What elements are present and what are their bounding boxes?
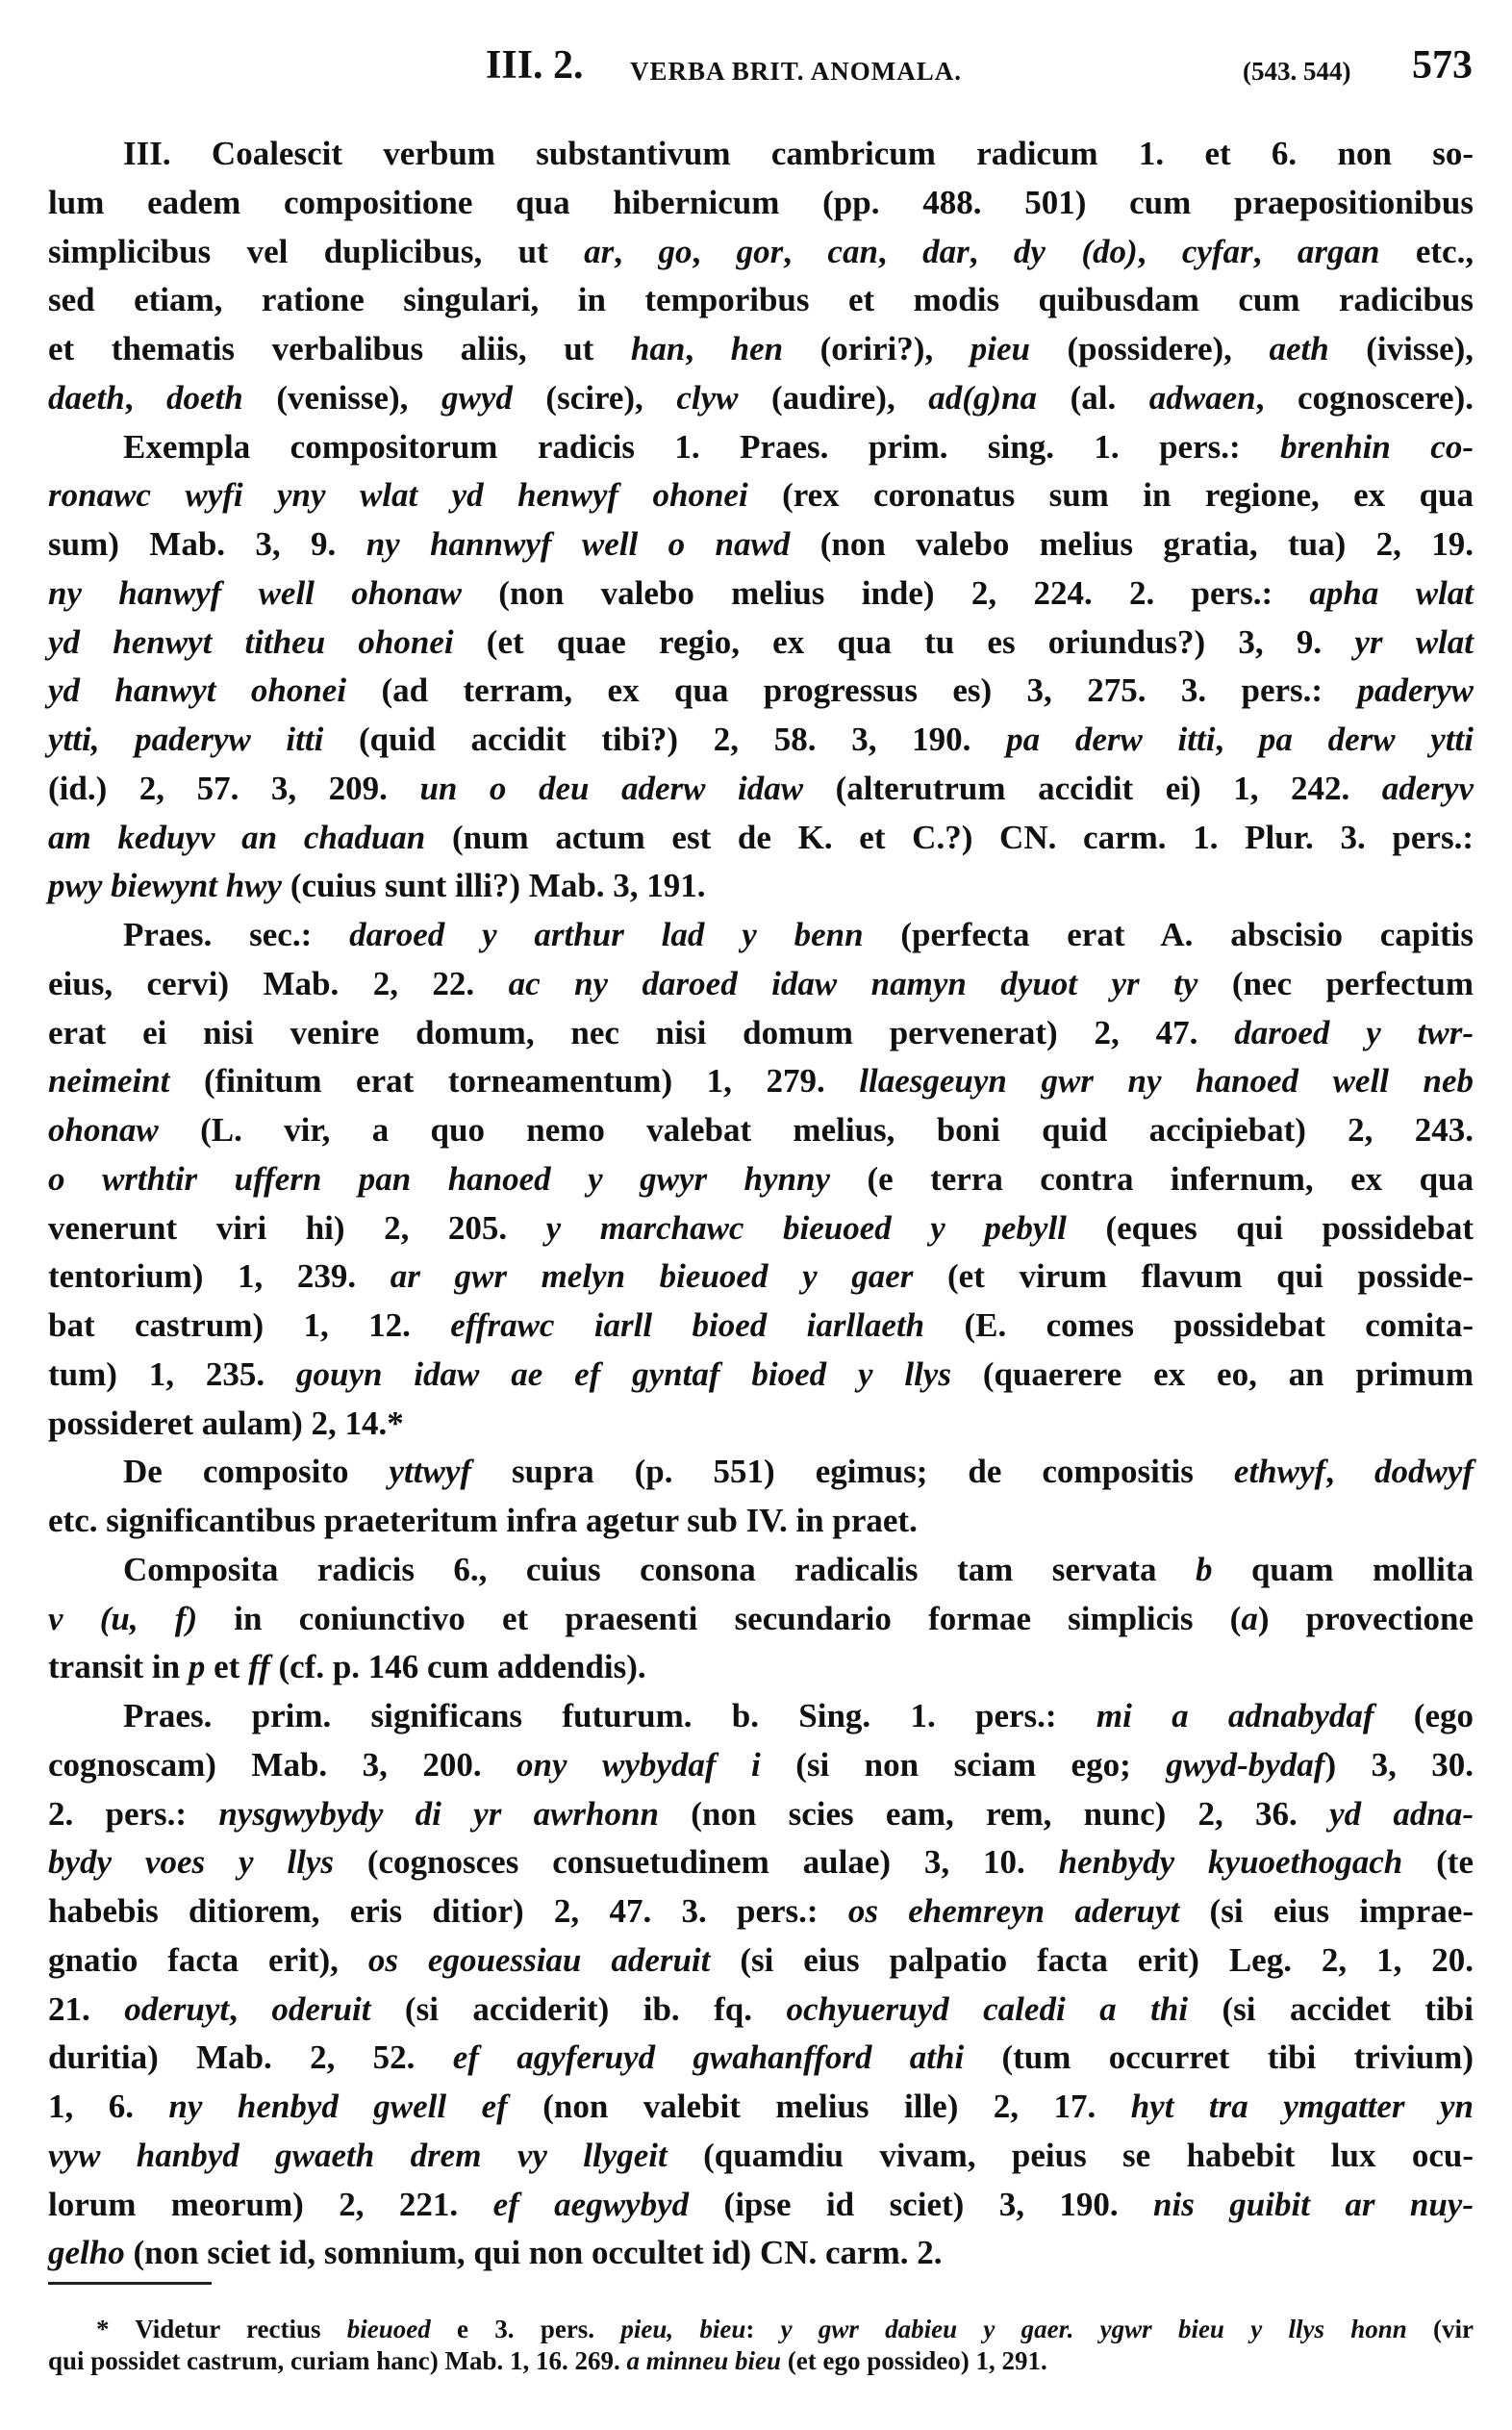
italic-welsh-text: vyw hanbyd gwaeth drem vy llygeit	[48, 2136, 668, 2174]
italic-welsh-text: v (u, f)	[48, 1599, 198, 1637]
italic-welsh-text: cyfar	[1181, 232, 1253, 270]
roman-text: ,	[124, 378, 167, 417]
roman-text: (tum occurret tibi trivium)	[964, 2038, 1474, 2077]
italic-welsh-text: os ehemreyn aderuyt	[847, 1892, 1180, 1930]
roman-text: (si acciderit) ib. fq.	[370, 1989, 787, 2028]
roman-text: (eques qui possidebat	[1066, 1208, 1474, 1247]
italic-welsh-text: yd hanwyt ohonei	[48, 671, 347, 710]
roman-text: et	[205, 1648, 249, 1686]
roman-text: (perfecta erat A. abscisio capitis	[863, 916, 1474, 953]
italic-welsh-text: mi a adnabydaf	[1096, 1697, 1374, 1734]
text-line	[48, 520, 1474, 569]
roman-text: (si accidet tibi	[1188, 1989, 1474, 2028]
roman-text: ,	[614, 232, 659, 270]
roman-text: venerunt viri hi) 2, 205.	[48, 1208, 546, 1247]
footnote-line	[96, 2313, 1474, 2345]
italic-welsh-text: hyt tra ymgatter yn	[1130, 2088, 1474, 2125]
text-line	[48, 179, 1474, 227]
footnote-rule	[48, 2282, 212, 2285]
italic-welsh-text: neimeint	[48, 1062, 170, 1101]
italic-welsh-text: oderuit	[271, 1989, 371, 2028]
roman-text: (et virum flavum qui posside-	[913, 1257, 1474, 1296]
italic-welsh-text: bydy voes y llys	[48, 1843, 334, 1882]
text-line	[48, 1643, 1474, 1691]
text-line	[123, 1448, 1474, 1496]
text-line	[48, 1302, 1474, 1350]
text-line	[48, 1057, 1474, 1105]
text-line	[48, 276, 1474, 324]
italic-welsh-text: ar	[584, 232, 615, 270]
roman-text: (cf. p. 146 cum addendis).	[269, 1648, 646, 1686]
italic-welsh-text: aderyv	[1381, 769, 1474, 807]
text-line	[48, 1106, 1474, 1154]
roman-text: 21.	[48, 1989, 125, 2028]
roman-text: (E. comes possidebat comita-	[924, 1306, 1474, 1344]
text-line	[123, 911, 1474, 959]
italic-welsh-text: argan	[1297, 232, 1380, 270]
text-line	[48, 2132, 1474, 2180]
text-line	[48, 471, 1474, 519]
roman-text: * Videtur rectius	[96, 2315, 347, 2343]
roman-text: ,	[692, 232, 737, 270]
roman-text: ,	[1137, 232, 1182, 270]
italic-welsh-text: brenhin co-	[1280, 427, 1474, 466]
italic-welsh-text: gwyd	[441, 378, 513, 417]
text-line	[48, 1204, 1474, 1253]
roman-text: Praes. prim. significans futurum. b. Sing. 1. pers.:	[123, 1697, 1096, 1734]
italic-welsh-text: ony wybydaf i	[517, 1745, 761, 1784]
text-line	[48, 765, 1474, 813]
header-paragraph-refs: (543. 544)	[1243, 57, 1351, 86]
text-line	[48, 716, 1474, 764]
text-line	[48, 960, 1474, 1008]
roman-text: e 3. pers.	[430, 2315, 621, 2343]
roman-text: (ego	[1373, 1697, 1474, 1734]
italic-welsh-text: aeth	[1269, 330, 1329, 367]
roman-text: (ipse id sciet) 3, 190.	[689, 2185, 1154, 2223]
italic-welsh-text: yr wlat	[1354, 622, 1474, 661]
text-line	[48, 619, 1474, 667]
italic-welsh-text: pa derw ytti	[1258, 721, 1474, 758]
italic-welsh-text: yd adna-	[1329, 1794, 1474, 1833]
italic-welsh-text: ef agyferuyd gwahanfford athi	[452, 2038, 965, 2077]
roman-text: ,	[1252, 232, 1298, 270]
text-line	[48, 862, 1474, 910]
text-line	[48, 1253, 1474, 1301]
page-number: 573	[1412, 43, 1473, 88]
roman-text: ,	[969, 232, 1014, 270]
italic-welsh-text: dy (do)	[1013, 232, 1138, 270]
roman-text: in coniunctivo et praesenti secundario formae simplicis (	[197, 1599, 1242, 1637]
italic-welsh-text: y marchawc bieuoed y pebyll	[545, 1208, 1067, 1247]
roman-text: ,	[685, 330, 731, 367]
italic-welsh-text: daroed y twr-	[1234, 1013, 1474, 1051]
text-line	[48, 1986, 1474, 2034]
roman-text: (quid accidit tibi?) 2, 58. 3, 190.	[323, 721, 1007, 758]
roman-text: 1, 6.	[48, 2088, 169, 2125]
roman-text: transit in	[48, 1648, 189, 1686]
roman-text: qui possidet castrum, curiam hanc) Mab. 1, 16. 269.	[48, 2346, 627, 2375]
roman-text: (venisse),	[242, 378, 441, 417]
roman-text: sum) Mab. 3, 9.	[48, 525, 366, 563]
roman-text: gnatio facta erit),	[48, 1940, 368, 1979]
roman-text: (vir	[1406, 2315, 1474, 2343]
italic-welsh-text: bieuoed	[346, 2315, 431, 2343]
roman-text: possideret aulam) 2, 14.*	[48, 1404, 404, 1442]
text-line	[48, 570, 1474, 618]
roman-text: ,	[229, 1989, 272, 2028]
italic-welsh-text: yd henwyt titheu ohonei	[48, 622, 454, 661]
roman-text: (L. vir, a quo nemo valebat melius, boni quid accipiebat) 2, 243.	[158, 1111, 1474, 1149]
roman-text: bat castrum) 1, 12.	[48, 1306, 451, 1344]
roman-text: , cognoscere).	[1255, 378, 1474, 417]
italic-welsh-text: ff	[248, 1648, 270, 1686]
roman-text: (quamdiu vivam, peius se habebit lux ocu-	[667, 2136, 1474, 2174]
text-line	[48, 1155, 1474, 1203]
italic-welsh-text: pa derw itti	[1006, 721, 1216, 758]
italic-welsh-text: oderuyt	[124, 1989, 230, 2028]
roman-text: (ivisse),	[1328, 330, 1474, 367]
roman-text: De composito	[123, 1453, 390, 1491]
roman-text: (et quae regio, ex qua tu es oriundus?) 3, 9.	[453, 622, 1355, 661]
text-line	[48, 1838, 1474, 1886]
footnote-line	[48, 2344, 1474, 2377]
italic-welsh-text: p	[188, 1648, 206, 1686]
roman-text: (alterutrum accidit ei) 1, 242.	[803, 769, 1382, 807]
roman-text: (possidere),	[1029, 330, 1270, 367]
roman-text: (si eius imprae-	[1179, 1892, 1474, 1930]
roman-text: ,	[1325, 1453, 1374, 1491]
text-line	[48, 814, 1474, 862]
italic-welsh-text: ochyueruyd caledi a thi	[786, 1989, 1189, 2028]
italic-welsh-text: ar gwr melyn bieuoed y gaer	[390, 1257, 914, 1296]
text-line	[48, 1936, 1474, 1985]
roman-text: III. Coalescit verbum substantivum cambricum radicum 1. et 6. non so-	[123, 135, 1474, 172]
text-line	[123, 1692, 1474, 1740]
roman-text: lorum meorum) 2, 221.	[48, 2185, 493, 2223]
italic-welsh-text: pieu, bieu	[620, 2315, 746, 2343]
roman-text: (non sciet id, somnium, qui non occultet id) CN. carm. 2.	[124, 2234, 943, 2272]
roman-text: 2. pers.:	[48, 1794, 219, 1833]
text-line	[48, 2229, 1474, 2277]
italic-welsh-text: daeth	[48, 378, 125, 417]
italic-welsh-text: un o deu aderw idaw	[419, 769, 804, 807]
italic-welsh-text: doeth	[166, 378, 243, 417]
roman-text: Exempla compositorum radicis 1. Praes. prim. sing. 1. pers.:	[123, 427, 1281, 466]
text-line	[48, 325, 1474, 373]
text-line	[48, 1400, 1474, 1448]
roman-text: Praes. sec.:	[123, 916, 350, 953]
roman-text: :	[745, 2315, 781, 2343]
roman-text: (cuius sunt illi?) Mab. 3, 191.	[282, 867, 706, 905]
roman-text: (e terra contra infernum, ex qua	[830, 1159, 1474, 1198]
roman-text: erat ei nisi venire domum, nec nisi domum pervenerat) 2, 47.	[48, 1013, 1235, 1051]
italic-welsh-text: nysgwybydy di yr awrhonn	[218, 1794, 659, 1833]
roman-text: (audire),	[738, 378, 929, 417]
header-title: VERBA BRIT. ANOMALA.	[630, 57, 963, 86]
roman-text: ,	[877, 232, 923, 270]
italic-welsh-text: paderyw	[1357, 671, 1474, 710]
text-line	[48, 1351, 1474, 1399]
text-line	[48, 228, 1474, 276]
roman-text: simplicibus vel duplicibus, ut	[48, 232, 585, 270]
italic-welsh-text: ny hannwyf well o nawd	[365, 525, 791, 563]
italic-welsh-text: ad(g)na	[928, 378, 1038, 417]
text-line	[123, 130, 1474, 178]
roman-text: (non scies eam, rem, nunc) 2, 36.	[658, 1794, 1330, 1833]
text-line	[48, 667, 1474, 715]
roman-text: ,	[783, 232, 828, 270]
italic-welsh-text: ronawc wyfi yny wlat yd henwyf ohonei	[48, 476, 748, 515]
italic-welsh-text: go	[658, 232, 693, 270]
text-line	[48, 2083, 1474, 2131]
italic-welsh-text: nis guibit ar nuy-	[1153, 2185, 1474, 2223]
roman-text: (te	[1402, 1843, 1474, 1882]
text-line	[48, 374, 1474, 422]
roman-text: tentorium) 1, 239.	[48, 1257, 391, 1296]
italic-welsh-text: b	[1196, 1550, 1213, 1588]
roman-text: eius, cervi) Mab. 2, 22.	[48, 964, 509, 1002]
roman-text: (si non sciam ego;	[760, 1745, 1167, 1784]
roman-text: ,	[1215, 721, 1259, 758]
italic-welsh-text: ethwyf	[1233, 1453, 1326, 1491]
roman-text: (et ego possideo) 1, 291.	[781, 2346, 1047, 2375]
text-line	[48, 2034, 1474, 2082]
roman-text: lum eadem compositione qua hibernicum (pp. 488. 501) cum praepositionibus	[48, 183, 1474, 221]
italic-welsh-text: hen	[730, 330, 784, 367]
roman-text: (quaerere ex eo, an primum	[950, 1354, 1474, 1393]
italic-welsh-text: a minneu bieu	[626, 2346, 782, 2375]
roman-text: duritia) Mab. 2, 52.	[48, 2038, 453, 2077]
italic-welsh-text: ef aegwybyd	[492, 2185, 690, 2223]
roman-text: ) provectione	[1257, 1599, 1474, 1637]
text-line	[48, 1497, 1474, 1545]
italic-welsh-text: ac ny daroed idaw namyn dyuot yr ty	[508, 964, 1198, 1002]
text-line	[48, 1741, 1474, 1789]
roman-text: (cognosces consuetudinem aulae) 3, 10.	[334, 1843, 1059, 1882]
italic-welsh-text: ny hanwyf well ohonaw	[48, 573, 462, 612]
roman-text: (finitum erat torneamentum) 1, 279.	[169, 1062, 860, 1101]
roman-text: Composita radicis 6., cuius consona radicalis tam servata	[123, 1550, 1197, 1588]
text-line	[123, 1546, 1474, 1594]
italic-welsh-text: dar	[922, 232, 970, 270]
roman-text: quam mollita	[1212, 1550, 1474, 1588]
italic-welsh-text: a	[1241, 1599, 1258, 1637]
roman-text: (num actum est de K. et C.?) CN. carm. 1. Plur. 3. pers.:	[425, 818, 1474, 856]
italic-welsh-text: clyw	[676, 378, 739, 417]
roman-text: cognoscam) Mab. 3, 200.	[48, 1745, 517, 1784]
roman-text: et thematis verbalibus aliis, ut	[48, 330, 631, 367]
italic-welsh-text: yttwyf	[389, 1453, 472, 1491]
roman-text: (al.	[1037, 378, 1149, 417]
italic-welsh-text: am keduyv an chaduan	[48, 818, 426, 856]
italic-welsh-text: y gwr dabieu y gaer. ygwr bieu y llys honn	[780, 2315, 1407, 2343]
italic-welsh-text: gwyd-bydaf	[1166, 1745, 1325, 1784]
roman-text: (si eius palpatio facta erit) Leg. 2, 1, 20.	[710, 1940, 1474, 1979]
roman-text: (non valebit melius ille) 2, 17.	[507, 2088, 1131, 2125]
roman-text: (rex coronatus sum in regione, ex qua	[747, 476, 1474, 515]
roman-text: sed etiam, ratione singulari, in temporibus et modis quibusdam cum radicibus	[48, 281, 1474, 319]
roman-text: supra (p. 551) egimus; de compositis	[471, 1453, 1234, 1491]
roman-text: (oriri?),	[783, 330, 970, 367]
roman-text: (scire),	[512, 378, 677, 417]
roman-text: (ad terram, ex qua progressus es) 3, 275. 3. pers.:	[346, 671, 1358, 710]
italic-welsh-text: gor	[736, 232, 784, 270]
italic-welsh-text: dodwyf	[1373, 1453, 1474, 1491]
header-section: III. 2.	[486, 43, 584, 88]
italic-welsh-text: ytti, paderyw itti	[48, 721, 324, 758]
italic-welsh-text: apha wlat	[1309, 573, 1474, 612]
italic-welsh-text: henbydy kyuoethogach	[1058, 1843, 1403, 1882]
italic-welsh-text: os egouessiau aderuit	[367, 1940, 711, 1979]
italic-welsh-text: o wrthtir uffern pan hanoed y gwyr hynny	[48, 1159, 830, 1198]
italic-welsh-text: ny henbyd gwell ef	[168, 2088, 508, 2125]
italic-welsh-text: han	[630, 330, 686, 367]
roman-text: (id.) 2, 57. 3, 209.	[48, 769, 420, 807]
italic-welsh-text: pwy biewynt hwy	[48, 867, 283, 905]
roman-text: habebis ditiorem, eris ditior) 2, 47. 3. pers.:	[48, 1892, 848, 1930]
text-line	[48, 1595, 1474, 1643]
text-line	[48, 1790, 1474, 1838]
roman-text: (non valebo melius gratia, tua) 2, 19.	[790, 525, 1474, 563]
text-line	[48, 1887, 1474, 1936]
text-line	[48, 2181, 1474, 2229]
italic-welsh-text: ohonaw	[48, 1111, 159, 1149]
italic-welsh-text: pieu	[970, 330, 1030, 367]
roman-text: (nec perfectum	[1197, 964, 1474, 1002]
roman-text: (non valebo melius inde) 2, 224. 2. pers.:	[461, 573, 1310, 612]
text-line	[123, 423, 1474, 471]
italic-welsh-text: gelho	[48, 2234, 125, 2272]
italic-welsh-text: adwaen	[1148, 378, 1256, 417]
italic-welsh-text: can	[827, 232, 878, 270]
text-line	[48, 1009, 1474, 1057]
roman-text: tum) 1, 235.	[48, 1354, 296, 1393]
italic-welsh-text: daroed y arthur lad y benn	[349, 916, 864, 953]
roman-text: etc. significantibus praeteritum infra agetur sub IV. in praet.	[48, 1502, 918, 1539]
roman-text: ) 3, 30.	[1324, 1745, 1474, 1784]
roman-text: etc.,	[1379, 232, 1474, 270]
italic-welsh-text: llaesgeuyn gwr ny hanoed well neb	[859, 1062, 1474, 1101]
italic-welsh-text: gouyn idaw ae ef gyntaf bioed y llys	[295, 1354, 951, 1393]
italic-welsh-text: effrawc iarll bioed iarllaeth	[450, 1306, 925, 1344]
